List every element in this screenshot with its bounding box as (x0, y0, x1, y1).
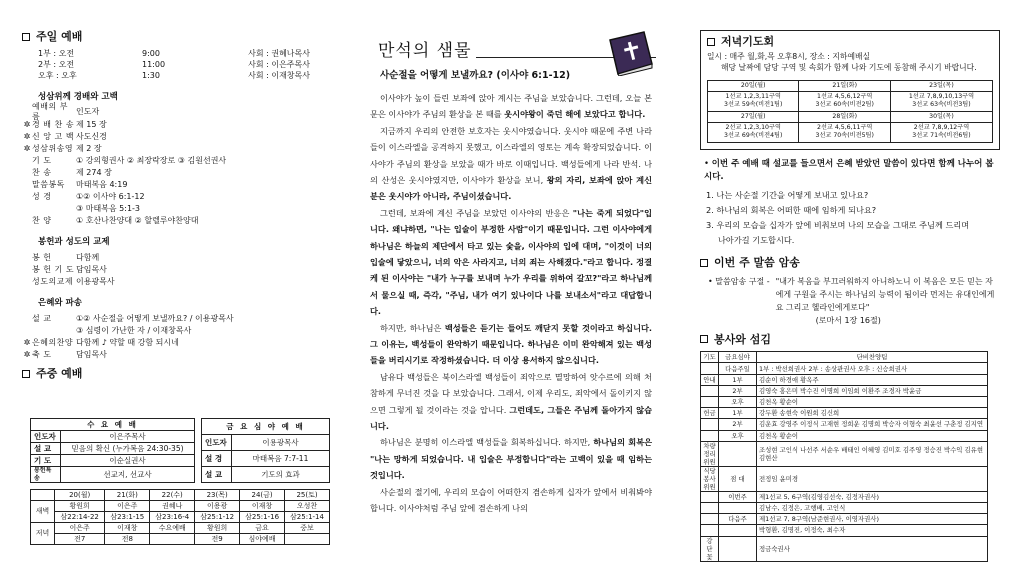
duty-cell: 오후 (719, 397, 757, 408)
sermon-column (366, 30, 656, 516)
dawn-evening-table (30, 489, 330, 545)
dawn-verse: 삼23:16-4 (150, 512, 195, 523)
wednesday-table: 수 요 예 배 인도자 이은주목사 설 교 믿음의 확신 (누가복음 24:30-35) 기 도 이순실권사 봉헌특송 선교지, 선교사 (30, 418, 195, 483)
dawn-leader: 황원희 (55, 501, 105, 512)
duty-cell: 2부 (719, 385, 757, 396)
duty-cell: 다음주 (719, 514, 757, 525)
star-bullet-icon: ✲ (23, 338, 31, 348)
order-value: 제 15 장 (76, 119, 107, 129)
order-row (22, 203, 340, 215)
service-leader: 사회 : 이은주목사 (248, 59, 310, 69)
duty-cell: 1부 (719, 374, 757, 385)
duty-cell: 전정임 윤미경 (757, 466, 988, 491)
duty-cell (701, 491, 719, 502)
duty-cell: 점 대 (719, 466, 757, 491)
order-row (22, 337, 340, 349)
memory-verse: • 말씀암송 구절 - "내가 복음을 부끄러워하지 아니하노니 이 복음은 모든 믿는 자에게 구원을 주시는 하나님의 능력이 됨이라 먼저는 유대인에게요 그리고 헬라인에게로다" (로마서 1장 16절) (708, 276, 995, 325)
duty-cell: 김천옥 황순이 (757, 430, 988, 441)
table-row (701, 419, 988, 430)
order-row (22, 325, 340, 337)
order-value: ① 강의형권사 ② 최장락장로 ③ 김원선권사 (76, 155, 227, 165)
prayer-info: 일시 : 매주 월,화,목 오후8시, 장소 : 지하예배실 (707, 51, 871, 61)
dawn-verse: 삼25:1-14 (285, 512, 330, 523)
order-label: 기 도 (32, 155, 52, 165)
order-heading: 성삼위께 경배와 고백 (38, 91, 118, 102)
order-row (22, 215, 340, 227)
duty-cell: 1부 (719, 408, 757, 419)
order-value: ①② 이사야 6:1-12 (76, 192, 145, 202)
square-bullet-icon (22, 33, 30, 41)
paragraph: 이사야가 높이 들린 보좌에 앉아 계시는 주님을 보았습니다. 그런데, 오늘 본문은 이사야가 주님의 환상을 본 때를 웃시야왕이 죽던 해에 보았다고 합니다. (370, 92, 652, 120)
schedule-day: 27일(월) (708, 111, 799, 122)
dawn-verse: 삼25:1-16 (240, 512, 285, 523)
duty-cell: 식당봉사위원 (701, 466, 719, 491)
table-row (701, 441, 988, 466)
star-bullet-icon: ✲ (23, 350, 31, 360)
order-row (22, 155, 340, 167)
order-value: ①② 사순절을 어떻게 보낼까요? / 이용광목사 (76, 313, 234, 323)
order-label: 성 경 (32, 192, 52, 202)
schedule-day: 30일(목) (890, 111, 992, 122)
service-leader: 사회 : 이재창목사 (248, 70, 310, 80)
duty-cell: 제1선교 5, 6구역(김영김선숙, 김정자권사) (757, 491, 988, 502)
dawn-verse: 삼22:14-22 (55, 512, 105, 523)
order-row (22, 167, 340, 179)
evening-leader: 이재창 (105, 523, 150, 534)
service-name: 오후 : 오후 (38, 70, 77, 80)
table-row (701, 408, 988, 419)
weekday-tables (30, 418, 330, 545)
duty-cell: 김순이 하경애 황옥주 (757, 374, 988, 385)
order-value: 다함께 ♪ 약할 때 강함 되시네 (76, 338, 179, 348)
order-row (22, 191, 340, 203)
order-row (22, 179, 340, 191)
schedule-groups: 1선교 4,5,6,12구역 3선교 60속(비전2팀) (799, 91, 890, 111)
table-row (701, 491, 988, 502)
evening-verse: 심야예배 (240, 534, 285, 545)
dawn-leader: 이은주 (105, 501, 150, 512)
order-label: 신 앙 고 백 (32, 131, 75, 141)
dawn-leader: 권혜나 (150, 501, 195, 512)
order-row (22, 118, 340, 130)
paragraph: 그런데, 보좌에 계신 주님을 보았던 이사야의 반응은 "나는 죽게 되었다"입니다. 왜냐하면, "나는 입술이 부정한 사람"이기 때문입니다. 그런 이사야에게 하나님은 하늘의 제단에서 타고 있는 숯을, 이사야의 입에 대며, "이것이 너의 입술에 닿았으니, 너의 악은 사라지고, 너의 죄는 사해졌다."라고 합니다. 정결케 된 이사야는 "내가 누구를 보내며 누가 우리를 위하여 갈꼬?"라고 하나님께서 물으실 때, 즉각, "주님, 내가 여기 있나이다 나를 보내소서"라고 대답합니다. (370, 207, 652, 317)
order-label: 예배의 부름 (32, 102, 68, 122)
duty-cell: 강두환 송현숙 이원희 김신희 (757, 408, 988, 419)
square-bullet-icon (22, 370, 30, 378)
order-list (22, 102, 340, 227)
order-label: 봉 헌 기 도 (32, 265, 75, 275)
worship-column (22, 30, 340, 386)
star-bullet-icon: ✲ (23, 131, 31, 141)
question-item: 1. 나는 사순절 기간을 어떻게 보내고 있나요? (706, 189, 869, 200)
evening-leader: 수요예배 (150, 523, 195, 534)
sunday-worship-heading: 주일 예배 (22, 30, 340, 44)
duty-cell: 2부 (719, 419, 757, 430)
order-value: 담임목사 (76, 350, 107, 360)
order-label: 봉 헌 (32, 252, 52, 262)
order-value: 인도자 (76, 107, 100, 117)
duty-cell (719, 502, 757, 513)
evening-verse (150, 534, 195, 545)
dawn-leader: 이재창 (240, 501, 285, 512)
table-row (701, 536, 988, 561)
schedule-groups: 2선교 7,8,9,12구역 3선교 71속(비전6팀) (890, 122, 992, 142)
service-duty-table: 기도 금요심야 단비찬양팀 다음주일 1부 : 박선희권사 2부 : 송상관권사 오후 : 신승희권사 안내 1부 김순이 하경애 황옥주 2부 김영숙 홍은미 박수진 이명희 이임희 이환주 조경자 박윤금 오후 김천옥 황순이 헌금 1부 강두환 송현숙 이원희 김신희 2부 김운효 강영주 이정식 고재현 정희운 김명희 박승자 이형숙 최윤선 구춘정 김지연 오후 김천옥 황순이 차량정리위원 조성현 고인식 나선주 서순우 배태인 이혜영 김미호 김주영 정승진 박수익 김유현 김현산 식당봉사위원 점 대 전정임 윤미경 이번주 제1선교 5, 6구역(김영김선숙, 김정자권사) 김남수, 김정은, 고행배, 고인식 다음주 제1선교 7, 8구역(남준현권사, 이영자권사) 박형환, 김명진, 이정숙, 최수자 강 단 꽃 정금숙권사 (700, 351, 988, 561)
wednesday-head: 수 요 예 배 (31, 419, 195, 431)
star-bullet-icon: ✲ (23, 143, 31, 153)
schedule-day: 23일(목) (890, 80, 992, 91)
weekday-worship-heading: 주중 예배 (22, 367, 340, 381)
friday-table: 금 요 심 야 예 배 인도자 이용광목사 설 경 마태복음 7:7-11 설 교 기도의 효과 (201, 418, 330, 483)
schedule-groups: 2선교 4,5,6,11구역 3선교 70속(비전5팀) (799, 122, 890, 142)
order-row (22, 102, 340, 122)
order-value: ③ 마태복음 5:1-3 (76, 204, 141, 214)
paragraph: 사순절의 절기에, 우리의 모습이 어떠한지 겸손하게 십자가 앞에서 비춰봐야 합니다. 이사야처럼 주님 앞에 겸손하게 나의 (370, 486, 652, 514)
bible-icon (604, 30, 656, 76)
order-row (22, 349, 340, 361)
weekday-table-row (30, 418, 330, 483)
duty-cell: 강 단 꽃 (701, 536, 719, 561)
duty-cell (701, 430, 719, 441)
duty-cell: 박형환, 김명진, 이정숙, 최수자 (757, 525, 988, 536)
duty-cell: 정금숙권사 (757, 536, 988, 561)
prayer-schedule (707, 80, 993, 143)
reflection-note: • 이번 주 예배 때 설교를 들으면서 은혜 받았던 말씀이 있다면 함께 나누어 봅시다. (704, 158, 994, 182)
fellowship-list (22, 252, 340, 288)
table-row (701, 374, 988, 385)
duty-cell: 1부 : 박선희권사 2부 : 송상관권사 오후 : 신승희권사 (757, 363, 988, 374)
dawn-leader: 오성찬 (285, 501, 330, 512)
duty-cell: 다음주일 (719, 363, 757, 374)
paragraph: 남유다 백성들은 북이스라엘 백성들이 죄악으로 멸망하여 앗수르에 의해 처참하게 무너진 것을 다 보았습니다. 그래서, 이제 우리도, 죄악에서 돌이키지 않으면 그렇게 될 것이라는 것을 압니다. 그런데도, 그들은 주님께 돌아가지 않습니다. (370, 371, 653, 431)
table-row (701, 525, 988, 536)
order-label: 말씀봉독 (32, 179, 65, 189)
table-row (701, 502, 988, 513)
evening-prayer-box (700, 30, 1000, 150)
star-bullet-icon: ✲ (23, 119, 31, 129)
dawn-label: 새벽 (31, 501, 55, 523)
duty-cell: 조성현 고인식 나선주 서순우 배태인 이혜영 김미호 김주영 정승진 박수익 김유현 김현산 (757, 441, 988, 466)
service-row (22, 49, 340, 60)
paragraph: 하나님은 분명히 이스라엘 백성들을 회복하십니다. 하지만, 하나님의 회복은 "나는 망하게 되었습니다. 내 입술은 부정합니다"라는 고백이 있을 때 임하는 것입니다. (370, 437, 653, 481)
duty-cell (719, 525, 757, 536)
table-row (701, 397, 988, 408)
order-label: 성삼위송영 (32, 143, 74, 153)
dawn-verse: 삼23:1-15 (105, 512, 150, 523)
info-column (700, 30, 1000, 562)
square-bullet-icon (700, 259, 708, 267)
order-label: 경 배 찬 송 (32, 119, 75, 129)
duty-cell (701, 502, 719, 513)
order-label: 성도의교제 (32, 277, 74, 287)
duty-cell (701, 397, 719, 408)
schedule-groups: 1선교 7,8,9,10,13구역 3선교 63속(비전3팀) (890, 91, 992, 111)
duty-cell: 김영숙 홍은미 박수진 이명희 이임희 이환주 조경자 박윤금 (757, 385, 988, 396)
question-item: 3. 우리의 모습을 십자가 앞에 비춰보며 나의 모습을 그대로 주님께 드리며 (706, 219, 970, 230)
evening-prayer-heading: 저녁기도회 (707, 35, 993, 49)
evening-label: 저녁 (31, 523, 55, 545)
friday-head: 금 요 심 야 예 배 (202, 419, 330, 435)
day-cell: 21(화) (105, 490, 150, 501)
order-value: ③ 심령이 가난한 자 / 이재창목사 (76, 325, 192, 335)
schedule-groups: 1선교 1,2,3,11구역 3선교 59속(비전1팀) (708, 91, 799, 111)
grace-heading: 은혜와 파송 (38, 298, 83, 309)
day-cell: 23(목) (195, 490, 240, 501)
square-bullet-icon (700, 335, 708, 343)
order-row (22, 313, 340, 325)
day-cell: 20(월) (55, 490, 105, 501)
duty-cell (719, 536, 757, 561)
duty-cell (701, 419, 719, 430)
question-item: 나아가길 기도합시다. (718, 234, 795, 245)
question-item: 2. 하나님의 회복은 어떠한 때에 임하게 되나요? (706, 204, 877, 215)
grace-list (22, 313, 340, 361)
order-value: 이용광목사 (76, 277, 115, 287)
duty-cell: 김천옥 황순이 (757, 397, 988, 408)
order-row (22, 252, 340, 264)
order-row (22, 276, 340, 288)
day-cell: 22(수) (150, 490, 195, 501)
order-value: ① 호산나찬양대 ② 할렐루야찬양대 (76, 216, 199, 226)
dawn-leader: 이용광 (195, 501, 240, 512)
schedule-day: 21일(화) (799, 80, 890, 91)
duty-cell: 안내 (701, 374, 719, 385)
evening-verse: 전9 (195, 534, 240, 545)
service-leader: 사회 : 권혜나목사 (248, 48, 310, 58)
service-name: 1부 : 오전 (38, 48, 75, 58)
duty-cell (719, 441, 757, 466)
sermon-body (366, 90, 656, 517)
memory-heading: 이번 주 말씀 암송 (700, 256, 1000, 270)
service-times (22, 49, 340, 82)
sermon-subtitle: 사순절을 어떻게 보낼까요? (이사야 6:1-12) (380, 70, 571, 81)
duty-cell (701, 385, 719, 396)
service-time: 1:30 (142, 70, 160, 80)
order-row (22, 143, 340, 155)
duty-cell: 헌금 (701, 408, 719, 419)
order-label: 설 교 (32, 313, 52, 323)
duty-cell: 차량정리위원 (701, 441, 719, 466)
table-row (701, 385, 988, 396)
service-name: 2부 : 오전 (38, 59, 75, 69)
masthead-title: 만석의 샘물 (378, 40, 472, 61)
duty-cell: 이번주 (719, 491, 757, 502)
dawn-verse: 삼25:1-12 (195, 512, 240, 523)
table-row (701, 363, 988, 374)
prayer-note: 해당 날짜에 담당 구역 및 속회가 함께 나와 기도에 동참해 주시기 바랍니다. (721, 62, 977, 72)
evening-verse: 전7 (55, 534, 105, 545)
order-value: 담임목사 (76, 265, 107, 275)
service-time: 9:00 (142, 48, 160, 58)
service-row (22, 71, 340, 82)
day-cell: 25(토) (285, 490, 330, 501)
duty-cell: 오후 (719, 430, 757, 441)
order-value: 사도신경 (76, 131, 107, 141)
evening-leader: 금요 (240, 523, 285, 534)
service-duty-heading: 봉사와 섬김 (700, 333, 1000, 347)
schedule-day: 20일(월) (708, 80, 799, 91)
evening-leader: 황원희 (195, 523, 240, 534)
order-label: 은혜의찬양 (32, 338, 74, 348)
order-label: 찬 양 (32, 216, 52, 226)
table-row (701, 466, 988, 491)
day-cell: 24(금) (240, 490, 285, 501)
order-value: 제 2 장 (76, 143, 102, 153)
square-bullet-icon (707, 38, 715, 46)
paragraph: 지금까지 우리의 안전한 보호자는 웃시야였습니다. 웃시야 때문에 주변 나라들이 이스라엘을 공격하지 못했고, 이스라엘의 영토는 계속 확장되었습니다. 이사야가 주님의 환상을 보았을 때가 바로 이때입니다. 백성들에게 나라 반석. 나의 산성은 웃시야였지만, 이사야가 환상을 보니, 왕의 자리, 보좌에 앉아 계신 분은 웃시야가 아니라, 주님이셨습니다. (370, 125, 652, 202)
schedule-groups: 2선교 1,2,3,10구역 3선교 69속(비전4팀) (708, 122, 799, 142)
table-row (701, 430, 988, 441)
duty-cell: 김남수, 김정은, 고행배, 고인식 (757, 502, 988, 513)
duty-cell: 김운효 강영주 이정식 고재현 정희운 김명희 박승자 이형숙 최윤선 구춘정 김지연 (757, 419, 988, 430)
fellowship-heading: 봉헌과 성도의 교제 (38, 237, 110, 248)
paragraph: 하지만, 하나님은 백성들은 듣기는 들어도 깨닫지 못할 것이라고 하십니다. 그 이유는, 백성들이 완악하기 때문입니다. 하나님은 이미 완악해져 있는 백성들을 버리시기로 작정하셨습니다. 더 이상 용서하지 않으십니다. (370, 322, 653, 366)
duty-cell (701, 363, 719, 374)
order-row (22, 131, 340, 143)
table-row (701, 514, 988, 525)
schedule-day: 28일(화) (799, 111, 890, 122)
duty-cell (701, 514, 719, 525)
reflection-questions (700, 188, 1000, 248)
service-time: 11:00 (142, 59, 166, 69)
order-label: 축 도 (32, 350, 52, 360)
order-value: 마태복음 4:19 (76, 179, 128, 189)
evening-leader: 이은주 (55, 523, 105, 534)
order-label: 찬 송 (32, 167, 52, 177)
evening-verse: 전8 (105, 534, 150, 545)
evening-leader: 중보 (285, 523, 330, 534)
order-row (22, 264, 340, 276)
evening-verse (285, 534, 330, 545)
service-row (22, 60, 340, 71)
duty-cell: 제1선교 7, 8구역(남준현권사, 이영자권사) (757, 514, 988, 525)
order-value: 제 274 장 (76, 167, 112, 177)
duty-cell (701, 525, 719, 536)
order-value: 다함께 (76, 252, 100, 262)
